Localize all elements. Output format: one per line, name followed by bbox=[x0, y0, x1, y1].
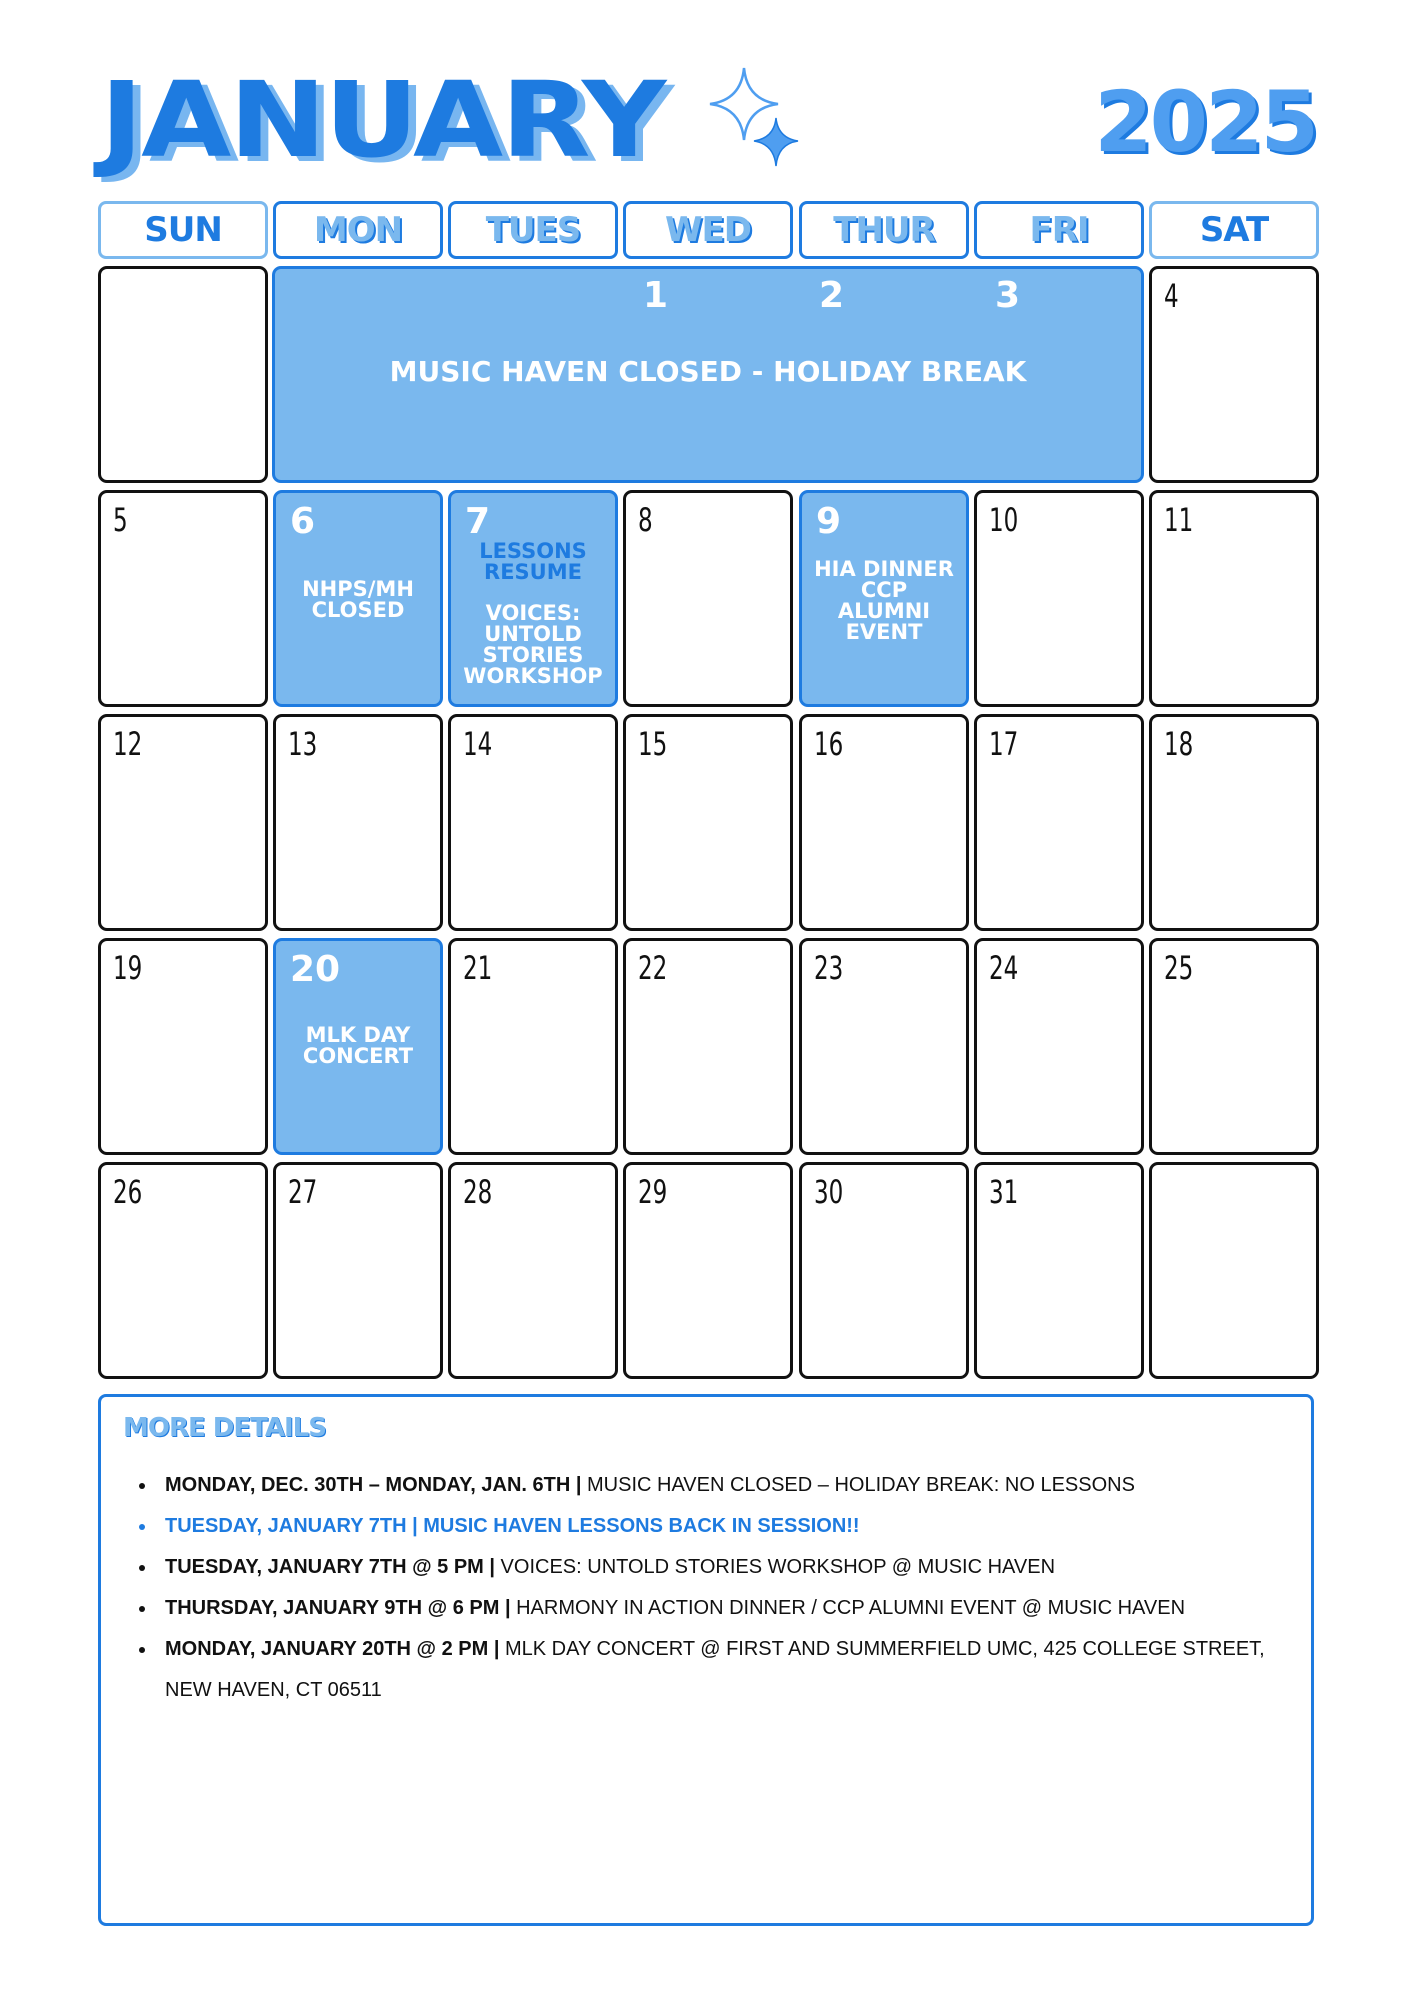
event-nhps-closed: NHPS/MH CLOSED bbox=[302, 577, 414, 622]
weekday-tues: TUES bbox=[448, 201, 618, 259]
weekday-sat: SAT bbox=[1149, 201, 1319, 259]
list-item: • MONDAY, JANUARY 20TH @ 2 PM | MLK DAY CONCERT @ FIRST AND SUMMERFIELD UMC, 425 COLLEGE STREET, NEW HAVEN, CT 06511 bbox=[157, 1629, 1271, 1711]
day-cell bbox=[98, 490, 268, 707]
holiday-break-block bbox=[272, 266, 1144, 483]
day-number-1: 1 bbox=[643, 275, 669, 316]
day-number: 25 bbox=[1164, 949, 1194, 987]
day-cell bbox=[623, 1162, 793, 1379]
day-cell bbox=[1149, 938, 1319, 1155]
day-cell bbox=[1149, 714, 1319, 931]
day-number: 22 bbox=[638, 949, 668, 987]
day-number-3: 3 bbox=[995, 275, 1021, 316]
day-number: 4 bbox=[1164, 277, 1179, 315]
more-details-title: MORE DETAILS bbox=[123, 1413, 326, 1443]
day-cell bbox=[974, 490, 1144, 707]
day-number: 10 bbox=[989, 501, 1019, 539]
day-cell bbox=[799, 938, 969, 1155]
day-cell-event bbox=[799, 490, 969, 707]
list-item: • THURSDAY, JANUARY 9TH @ 6 PM | HARMONY IN ACTION DINNER / CCP ALUMNI EVENT @ MUSIC HAVEN bbox=[157, 1588, 1271, 1629]
day-cell bbox=[448, 1162, 618, 1379]
weekday-thur: THUR bbox=[799, 201, 969, 259]
day-number: 24 bbox=[989, 949, 1019, 987]
day-cell bbox=[1149, 266, 1319, 483]
day-cell bbox=[273, 714, 443, 931]
day-cell bbox=[98, 714, 268, 931]
more-details-panel bbox=[98, 1394, 1314, 1926]
day-number: 5 bbox=[113, 501, 128, 539]
day-cell bbox=[974, 1162, 1144, 1379]
list-item: • TUESDAY, JANUARY 7TH @ 5 PM | VOICES: UNTOLD STORIES WORKSHOP @ MUSIC HAVEN bbox=[157, 1547, 1271, 1588]
weekday-sun: SUN bbox=[98, 201, 268, 259]
day-number: 21 bbox=[463, 949, 493, 987]
day-cell-event bbox=[273, 490, 443, 707]
day-cell bbox=[974, 714, 1144, 931]
day-number: 18 bbox=[1164, 725, 1194, 763]
day-cell-event bbox=[273, 938, 443, 1155]
day-number: 6 bbox=[290, 501, 316, 542]
day-number: 29 bbox=[638, 1173, 668, 1211]
day-number: 28 bbox=[463, 1173, 493, 1211]
day-number: 11 bbox=[1164, 501, 1194, 539]
list-item: • MONDAY, DEC. 30TH – MONDAY, JAN. 6TH | MUSIC HAVEN CLOSED – HOLIDAY BREAK: NO LESSONS bbox=[157, 1465, 1271, 1506]
day-number-2: 2 bbox=[819, 275, 845, 316]
event-hia-dinner: HIA DINNER CCP ALUMNI EVENT bbox=[814, 557, 954, 644]
day-number: 17 bbox=[989, 725, 1019, 763]
day-number: 19 bbox=[113, 949, 143, 987]
year-title: 2025 bbox=[1094, 73, 1316, 171]
day-cell bbox=[799, 1162, 969, 1379]
event-voices-workshop: VOICES: UNTOLD STORIES WORKSHOP bbox=[463, 601, 603, 688]
details-list bbox=[135, 1465, 1271, 1711]
day-cell bbox=[974, 938, 1144, 1155]
month-title: JANUARY bbox=[100, 59, 665, 181]
day-cell bbox=[799, 714, 969, 931]
event-lessons-resume: LESSONS RESUME bbox=[479, 539, 587, 584]
weekday-fri: FRI bbox=[974, 201, 1144, 259]
list-item: • TUESDAY, JANUARY 7TH | MUSIC HAVEN LESSONS BACK IN SESSION!! bbox=[157, 1506, 1271, 1547]
day-number: 16 bbox=[814, 725, 844, 763]
day-number: 12 bbox=[113, 725, 143, 763]
day-cell bbox=[623, 938, 793, 1155]
weekday-wed: WED bbox=[623, 201, 793, 259]
day-number: 23 bbox=[814, 949, 844, 987]
day-number: 9 bbox=[816, 501, 842, 542]
day-cell bbox=[98, 938, 268, 1155]
day-cell bbox=[448, 938, 618, 1155]
day-number: 14 bbox=[463, 725, 493, 763]
day-cell bbox=[1149, 490, 1319, 707]
weekday-mon: MON bbox=[273, 201, 443, 259]
day-number: 30 bbox=[814, 1173, 844, 1211]
day-number: 8 bbox=[638, 501, 653, 539]
day-number: 27 bbox=[288, 1173, 318, 1211]
event-mlk-concert: MLK DAY CONCERT bbox=[302, 1023, 414, 1068]
day-cell bbox=[273, 1162, 443, 1379]
day-number: 31 bbox=[989, 1173, 1019, 1211]
day-cell bbox=[448, 714, 618, 931]
day-number: 15 bbox=[638, 725, 668, 763]
day-cell-event bbox=[448, 490, 618, 707]
day-cell bbox=[623, 490, 793, 707]
day-cell bbox=[623, 714, 793, 931]
day-number: 20 bbox=[290, 949, 341, 990]
day-number: 13 bbox=[288, 725, 318, 763]
day-cell-empty bbox=[1149, 1162, 1319, 1379]
day-number: 26 bbox=[113, 1173, 143, 1211]
day-cell-empty bbox=[98, 266, 268, 483]
holiday-break-label: MUSIC HAVEN CLOSED - HOLIDAY BREAK bbox=[389, 355, 1027, 388]
day-number: 7 bbox=[465, 501, 491, 542]
sparkle-icon bbox=[706, 66, 806, 176]
day-cell bbox=[98, 1162, 268, 1379]
